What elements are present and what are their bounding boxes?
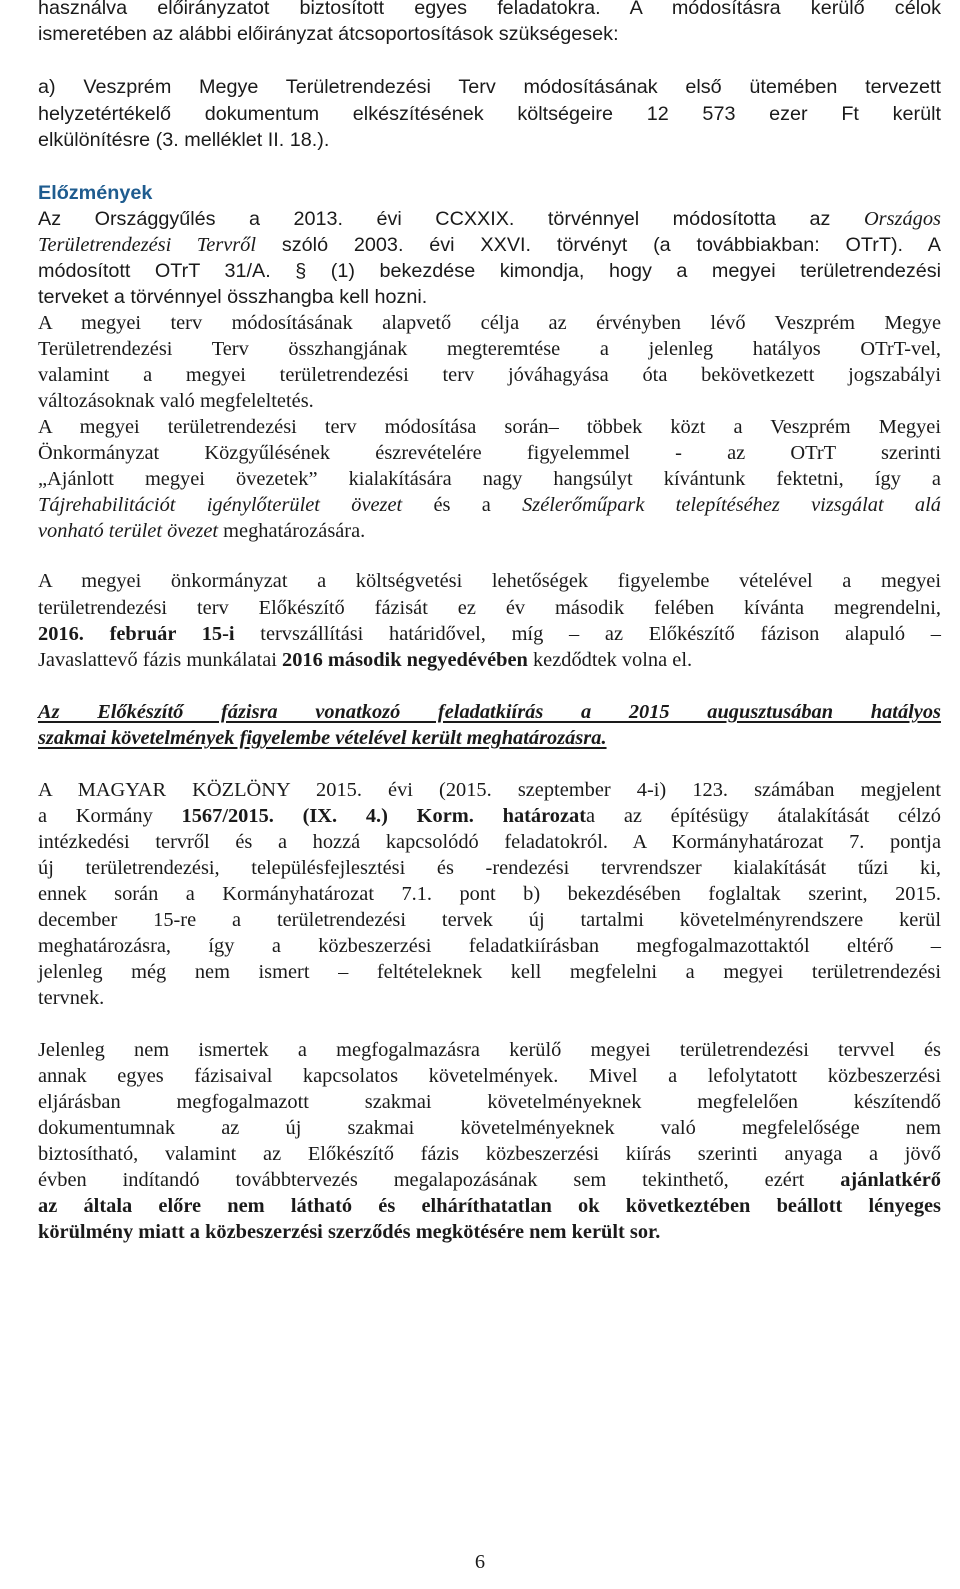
paragraph-line: intézkedési tervről és a hozzá kapcsolódó feladatokról. A Kormányhatározat 7. pontja xyxy=(38,831,941,853)
paragraph-line: jelenleg még nem ismert – feltételeknek kell megfelelni a megyei területrendezési xyxy=(38,961,941,983)
paragraph-line: A megyei önkormányzat a költségvetési lehetőségek figyelembe vételével a megyei xyxy=(38,570,941,592)
list-item-a-line: elkülönítésre (3. melléklet II. 18.). xyxy=(38,129,330,151)
paragraph-line: Az Országgyűlés a 2013. évi CCXXIX. törvénnyel módosította az Országos xyxy=(38,208,941,230)
paragraph-line: területrendezési terv Előkészítő fázisát ez év második felében kívánta megrendelni, xyxy=(38,597,941,619)
paragraph-line: Jelenleg nem ismertek a megfogalmazásra kerülő megyei területrendezési tervvel és xyxy=(38,1039,941,1061)
text-line: ismeretében az alábbi előirányzat átcsoportosítások szükségesek: xyxy=(38,23,619,45)
paragraph-line: eljárásban megfogalmazott szakmai követelményeknek megfelelően készítendő xyxy=(38,1091,941,1113)
paragraph-line: Területrendezési Tervről szóló 2003. évi XXVI. törvényt (a továbbiakban: OTrT). A xyxy=(38,234,941,256)
list-item-a-line: a) Veszprém Megye Területrendezési Terv módosításának első ütemében tervezett xyxy=(38,76,941,98)
paragraph-line: A MAGYAR KÖZLÖNY 2015. évi (2015. szeptember 4-i) 123. számában megjelent xyxy=(38,779,941,801)
paragraph-line: módosított OTrT 31/A. § (1) bekezdése kimondja, hogy a megyei területrendezési xyxy=(38,260,941,282)
paragraph-line: biztosítható, valamint az Előkészítő fázis közbeszerzési kiírás szerinti anyaga a jövő xyxy=(38,1143,941,1165)
paragraph-line: „Ajánlott megyei övezetek” kialakítására nagy hangsúlyt kívántunk fektetni, így a xyxy=(38,468,941,490)
paragraph-line: Tájrehabilitációt igénylőterület övezet és a Szélerőműpark telepítéséhez vizsgálat alá xyxy=(38,494,941,516)
paragraph-line: meghatározásra, így a közbeszerzési feladatkiírásban megfogalmazottaktól eltérő – xyxy=(38,935,941,957)
emphasis-line: szakmai követelmények figyelembe vételével került meghatározásra. xyxy=(38,727,607,749)
paragraph-line: annak egyes fázisaival kapcsolatos követelmények. Mivel a lefolytatott közbeszerzési xyxy=(38,1065,941,1087)
paragraph-line: vonható terület övezet meghatározására. xyxy=(38,520,366,542)
paragraph-line: tervnek. xyxy=(38,987,105,1009)
paragraph-line: A megyei terv módosításának alapvető célja az érvényben lévő Veszprém Megye xyxy=(38,312,941,334)
list-item-a-line: helyzetértékelő dokumentum elkészítésének költségeire 12 573 ezer Ft került xyxy=(38,103,941,125)
text-line: használva előirányzatot biztosított egyes feladatokra. A módosításra kerülő célok xyxy=(38,0,941,19)
paragraph-line: új területrendezési, településfejlesztési és -rendezési tervrendszer kialakítását tűzi ki, xyxy=(38,857,941,879)
paragraph-line: 2016. február 15-i tervszállítási határidővel, míg – az Előkészítő fázison alapuló – xyxy=(38,623,941,645)
paragraph-line: valamint a megyei területrendezési terv jóváhagyása óta bekövetkezett jogszabályi xyxy=(38,364,941,386)
paragraph-line: dokumentumnak az új szakmai követelményeknek való megfelelősége nem xyxy=(38,1117,941,1139)
paragraph-line: terveket a törvénnyel összhangba kell hozni. xyxy=(38,286,428,308)
paragraph-line: Javaslattevő fázis munkálatai 2016 második negyedévében kezdődtek volna el. xyxy=(38,649,693,671)
paragraph-line: december 15-re a területrendezési tervek új tartalmi követelményrendszere kerül xyxy=(38,909,941,931)
paragraph-line: évben indítandó továbbtervezés megalapozásának sem tekinthető, ezért ajánlatkérő xyxy=(38,1169,941,1191)
paragraph-line: körülmény miatt a közbeszerzési szerződés megkötésére nem került sor. xyxy=(38,1221,661,1243)
paragraph-line: ennek során a Kormányhatározat 7.1. pont b) bekezdésében foglaltak szerint, 2015. xyxy=(38,883,941,905)
paragraph-line: Területrendezési Terv összhangjának megteremtése a jelenleg hatályos OTrT-vel, xyxy=(38,338,941,360)
paragraph-line: a Kormány 1567/2015. (IX. 4.) Korm. határozata az építésügy átalakítását célzó xyxy=(38,805,941,827)
paragraph-line: A megyei területrendezési terv módosítása során– többek közt a Veszprém Megyei xyxy=(38,416,941,438)
emphasis-line: Az Előkészítő fázisra vonatkozó feladatkiírás a 2015 augusztusában hatályos xyxy=(38,701,941,723)
page-number: 6 xyxy=(474,1551,486,1573)
section-heading: Előzmények xyxy=(38,182,153,204)
paragraph-line: az általa előre nem látható és elháríthatatlan ok következtében beállott lényeges xyxy=(38,1195,941,1217)
paragraph-line: Önkormányzat Közgyűlésének észrevételére figyelemmel - az OTrT szerinti xyxy=(38,442,941,464)
paragraph-line: változásoknak való megfeleltetés. xyxy=(38,390,314,412)
